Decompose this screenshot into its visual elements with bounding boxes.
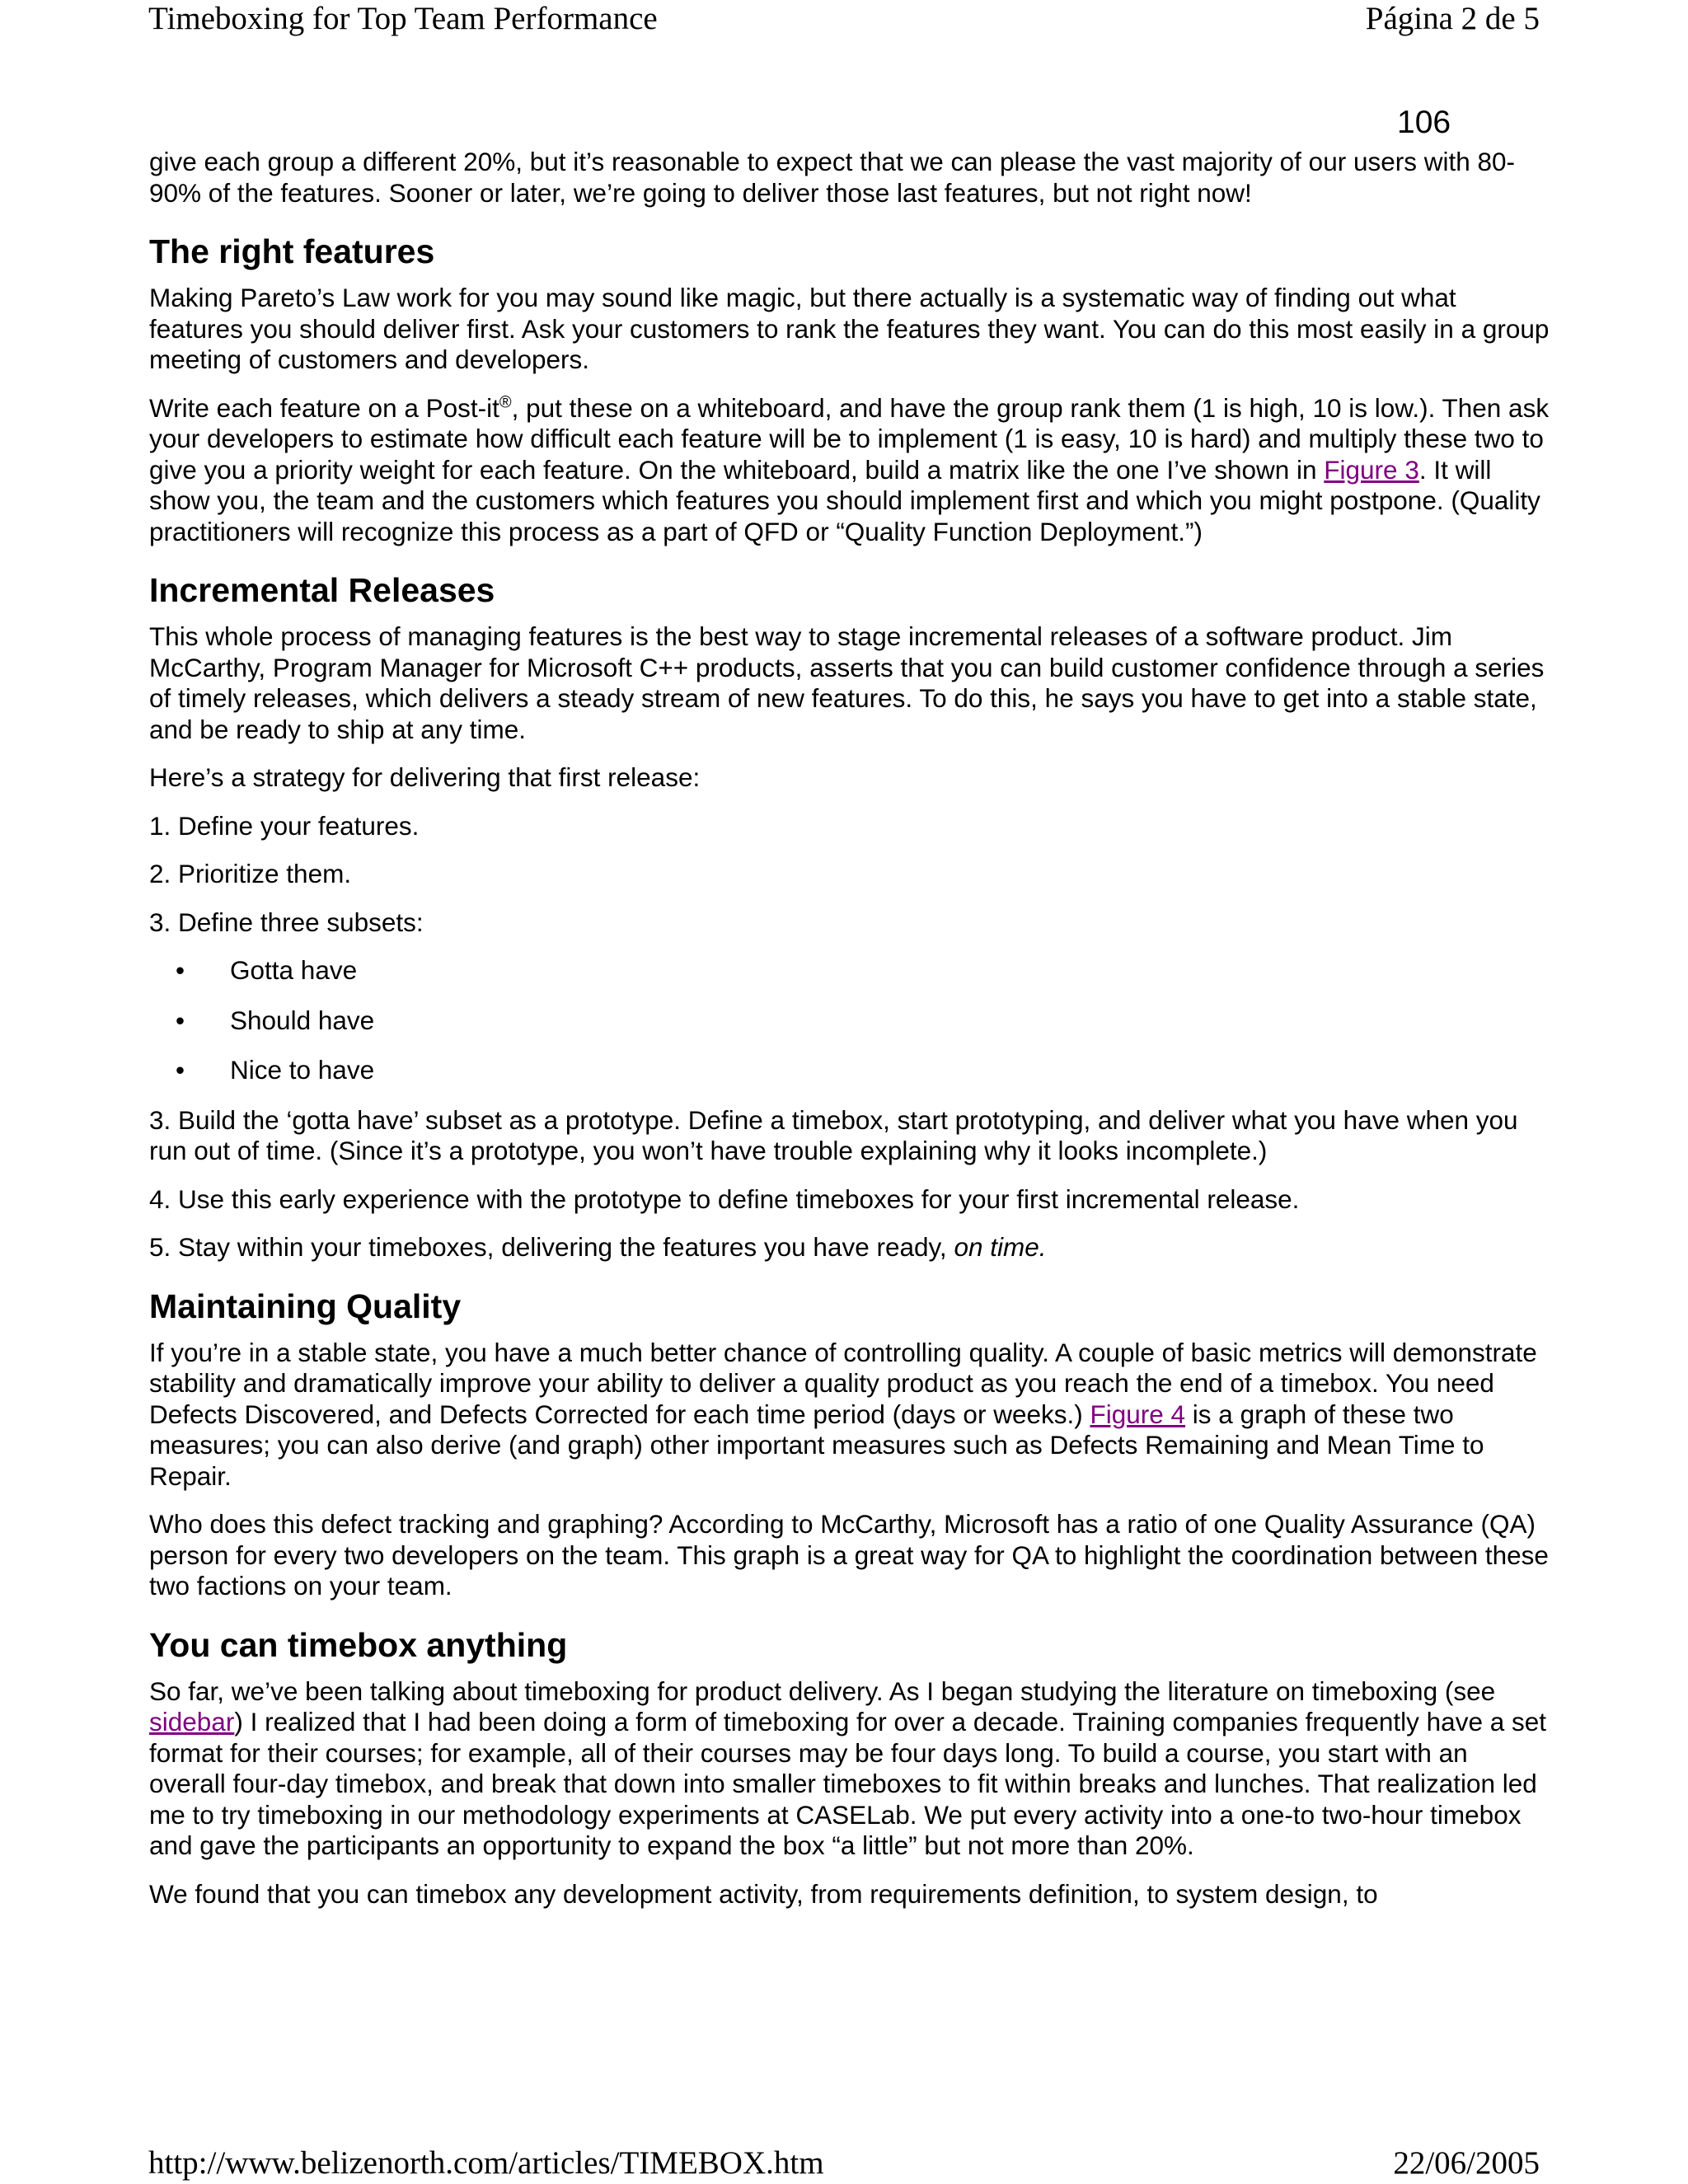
figure-3-link[interactable]: Figure 3	[1324, 454, 1419, 485]
footer-date: 22/06/2005	[1393, 2145, 1540, 2181]
figure-4-link[interactable]: Figure 4	[1090, 1399, 1186, 1429]
anything-paragraph-1	[149, 1676, 1550, 1862]
step-4: 4. Use this early experience with the prototype to define timeboxes for your first incremental release.	[149, 1183, 1300, 1214]
text-span: . It will show you, the team and the customers which features you should implement first and which you might postpone. (Quality practitioners will recognize this process as a part of QFD or “Quality Function Deployment.”)	[149, 454, 1540, 546]
text-span: So far, we’ve been talking about timeboxing for product delivery. As I began studying the literature on timeboxing (see	[149, 1675, 1496, 1706]
text-span: ) I realized that I had been doing a form of timeboxing for over a decade. Training companies frequently have a set format for their courses; for example, all of their courses may be four days long. To build a course, you start with an overall four-day timebox, and break that down into smaller timeboxes to fit within breaks and lunches. That realization led me to try timeboxing in our methodology experiments at CASELab. We put every activity into a one-to two-hour timebox and gave the participants an opportunity to expand the box “a little” but not more than 20%.	[149, 1707, 1547, 1860]
text-span: If you’re in a stable state, you have a much better chance of controlling quality. A couple of basic metrics will demonstrate stability and dramatically improve your ability to deliver a quality product as you reach the end of a timebox. You need Defects Discovered, and Defects Corrected for each time period (days or weeks.)	[149, 1337, 1537, 1429]
anything-paragraph-2: We found that you can timebox any development activity, from requirements definition, to system design, to	[149, 1878, 1378, 1909]
list-item: • Gotta have	[149, 955, 1550, 987]
incremental-paragraph-2: Here’s a strategy for delivering that first release:	[149, 762, 701, 792]
right-features-paragraph-2	[149, 393, 1550, 548]
text-span: 5. Stay within your timeboxes, delivering the features you have ready,	[149, 1232, 954, 1262]
text-span: is a graph of these two measures; you can also derive (and graph) other important measures such as Defects Remaining and Mean Time to Repair.	[149, 1399, 1484, 1491]
text-span: Write each feature on a Post-it	[149, 392, 499, 423]
emphasis-on-time: on time.	[954, 1232, 1047, 1262]
sidebar-link[interactable]: sidebar	[149, 1707, 235, 1736]
intro-paragraph: give each group a different 20%, but it’s reasonable to expect that we can please the vast majority of our users with 80-90% of the features. Sooner or later, we’re going to deliver those last features, but not right now!	[149, 147, 1516, 208]
subset-list	[149, 955, 1550, 1086]
footer-url: http://www.belizenorth.com/articles/TIMEBOX.htm	[148, 2145, 824, 2181]
list-item: • Nice to have	[149, 1055, 1550, 1086]
registered-mark: ®	[499, 393, 512, 411]
right-features-paragraph-1: Making Pareto’s Law work for you may sound like magic, but there actually is a systematic way of finding out what features you should deliver first. Ask your customers to rank the features they want. You can do this most easily in a group meeting of customers and developers.	[149, 283, 1550, 374]
step-3b: 3. Build the ‘gotta have’ subset as a prototype. Define a timebox, start prototyping, and deliver what you have when you run out of time. (Since it’s a prototype, you won’t have trouble explaining why it looks incomplete.)	[149, 1104, 1518, 1165]
quality-paragraph-1	[149, 1338, 1550, 1493]
text-span: , put these on a whiteboard, and have the group rank them (1 is high, 10 is low.). Then ask your developers to estimate how difficult each feature will be to implement (1 is easy, 10 is hard) and multiply these two to give you a priority weight for each feature. On the whiteboard, build a matrix like the one I’ve shown in	[149, 392, 1550, 485]
step-2: 2. Prioritize them.	[149, 859, 352, 888]
page-number: 106	[1397, 105, 1451, 140]
incremental-paragraph-1: This whole process of managing features is the best way to stage incremental releases of a software product. Jim McCarthy, Program Manager for Microsoft C++ products, asserts that you can build customer confidence through a series of timely releases, which delivers a steady stream of new features. To do this, he says you have to get into a stable state, and be ready to ship at any time.	[149, 621, 1545, 744]
quality-paragraph-2: Who does this defect tracking and graphing? According to McCarthy, Microsoft has a ratio of one Quality Assurance (QA) person for every two developers on the team. This graph is a great way for QA to highlight the coordination between these two factions on your team.	[149, 1509, 1549, 1601]
step-1: 1. Define your features.	[149, 810, 420, 841]
heading-maintaining-quality: Maintaining Quality	[149, 1286, 462, 1325]
heading-timebox-anything: You can timebox anything	[149, 1625, 568, 1664]
header-page-label: Página 2 de 5	[1365, 1, 1540, 36]
header-title: Timeboxing for Top Team Performance	[148, 1, 658, 36]
heading-right-features: The right features	[149, 232, 435, 270]
step-3: 3. Define three subsets:	[149, 907, 424, 937]
heading-incremental-releases: Incremental Releases	[149, 571, 495, 609]
list-item: • Should have	[149, 1005, 1550, 1037]
step-5	[149, 1232, 1550, 1263]
article-body	[149, 147, 1550, 1927]
